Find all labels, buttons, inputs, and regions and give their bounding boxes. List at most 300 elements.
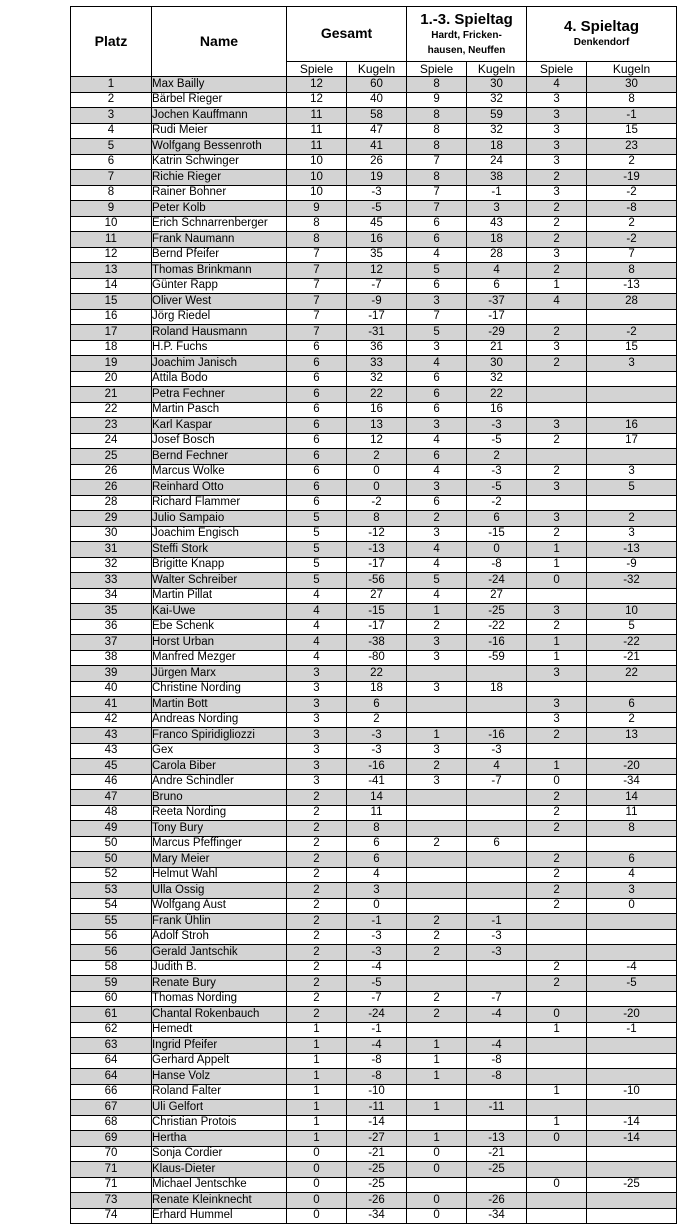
spieltag13-kugeln-cell: 30 [467, 356, 527, 372]
spieltag4-kugeln-cell: -14 [587, 1115, 677, 1131]
spieltag4-spiele-cell: 3 [527, 712, 587, 728]
name-cell: Steffi Stork [152, 542, 287, 558]
spieltag4-kugeln-cell: -20 [587, 1007, 677, 1023]
spieltag4-kugeln-cell: 0 [587, 898, 677, 914]
platz-cell: 3 [71, 108, 152, 124]
spieltag4-kugeln-cell: -9 [587, 557, 677, 573]
gesamt-kugeln-cell: 11 [347, 805, 407, 821]
table-row [71, 666, 677, 682]
table-row [71, 309, 677, 325]
platz-cell: 31 [71, 542, 152, 558]
gesamt-kugeln-cell: 16 [347, 232, 407, 248]
platz-cell: 49 [71, 821, 152, 837]
gesamt-kugeln-cell: 8 [347, 511, 407, 527]
spieltag13-kugeln-cell: -3 [467, 464, 527, 480]
spieltag4-spiele-cell: 3 [527, 480, 587, 496]
spieltag13-spiele-cell: 3 [407, 774, 467, 790]
spieltag13-kugeln-cell: 4 [467, 759, 527, 775]
spieltag13-kugeln-cell: -3 [467, 418, 527, 434]
platz-cell: 62 [71, 1022, 152, 1038]
table-row [71, 402, 677, 418]
spieltag13-spiele-cell: 0 [407, 1162, 467, 1178]
spieltag4-kugeln-cell: 13 [587, 728, 677, 744]
gesamt-spiele-cell: 4 [287, 588, 347, 604]
spieltag13-kugeln-cell: 28 [467, 247, 527, 263]
spieltag13-kugeln-cell [467, 1084, 527, 1100]
spieltag13-kugeln-cell: 18 [467, 232, 527, 248]
spieltag4-kugeln-cell: 15 [587, 340, 677, 356]
spieltag13-kugeln-cell: 32 [467, 123, 527, 139]
spieltag4-spiele-cell [527, 1038, 587, 1054]
spieltag13-kugeln-cell: -2 [467, 495, 527, 511]
spieltag13-kugeln-cell: 16 [467, 402, 527, 418]
name-cell: Hanse Volz [152, 1069, 287, 1085]
gesamt-kugeln-cell: -24 [347, 1007, 407, 1023]
name-cell: Erhard Hummel [152, 1208, 287, 1224]
platz-cell: 47 [71, 790, 152, 806]
table-row [71, 108, 677, 124]
gesamt-kugeln-cell: 40 [347, 92, 407, 108]
name-cell: Rudi Meier [152, 123, 287, 139]
platz-cell: 71 [71, 1177, 152, 1193]
name-cell: Max Bailly [152, 77, 287, 93]
table-row [71, 759, 677, 775]
spieltag4-spiele-cell [527, 387, 587, 403]
spieltag4-spiele-cell: 3 [527, 185, 587, 201]
table-row [71, 898, 677, 914]
platz-cell: 38 [71, 650, 152, 666]
gesamt-spiele-cell: 6 [287, 433, 347, 449]
spieltag4-kugeln-cell: -1 [587, 1022, 677, 1038]
spieltag4-spiele-cell: 1 [527, 542, 587, 558]
platz-cell: 28 [71, 495, 152, 511]
table-row [71, 154, 677, 170]
spieltag13-kugeln-cell [467, 867, 527, 883]
gesamt-kugeln-cell: -41 [347, 774, 407, 790]
name-cell: Erich Schnarrenberger [152, 216, 287, 232]
table-row [71, 325, 677, 341]
spieltag4-spiele-cell: 3 [527, 247, 587, 263]
spieltag4-kugeln-cell: -34 [587, 774, 677, 790]
spieltag13-kugeln-cell: 6 [467, 278, 527, 294]
gesamt-kugeln-cell: -5 [347, 976, 407, 992]
spieltag4-spiele-cell: 2 [527, 433, 587, 449]
spieltag13-spiele-cell [407, 1115, 467, 1131]
platz-cell: 52 [71, 867, 152, 883]
gesamt-kugeln-cell: -8 [347, 1053, 407, 1069]
spieltag4-kugeln-cell [587, 836, 677, 852]
gesamt-kugeln-cell: -16 [347, 759, 407, 775]
spieltag13-kugeln-cell: -4 [467, 1007, 527, 1023]
platz-cell: 2 [71, 92, 152, 108]
platz-cell: 70 [71, 1146, 152, 1162]
spieltag13-spiele-cell: 1 [407, 1100, 467, 1116]
gesamt-kugeln-cell: 22 [347, 666, 407, 682]
table-row [71, 774, 677, 790]
spieltag13-spiele-cell: 2 [407, 1007, 467, 1023]
platz-cell: 40 [71, 681, 152, 697]
table-row [71, 1162, 677, 1178]
gesamt-spiele-cell: 0 [287, 1208, 347, 1224]
spieltag4-spiele-cell: 2 [527, 216, 587, 232]
spieltag4-kugeln-cell [587, 929, 677, 945]
spieltag13-spiele-cell [407, 883, 467, 899]
spieltag13-spiele-cell: 0 [407, 1146, 467, 1162]
gesamt-spiele-cell: 3 [287, 697, 347, 713]
table-row [71, 805, 677, 821]
name-cell: Andre Schindler [152, 774, 287, 790]
gesamt-kugeln-cell: 0 [347, 898, 407, 914]
spieltag13-kugeln-cell: 6 [467, 511, 527, 527]
gesamt-spiele-cell: 12 [287, 92, 347, 108]
spieltag4-spiele-cell: 0 [527, 1177, 587, 1193]
spieltag4-spiele-cell: 0 [527, 573, 587, 589]
gesamt-kugeln-cell: 47 [347, 123, 407, 139]
table-row [71, 511, 677, 527]
spieltag13-spiele-cell: 3 [407, 526, 467, 542]
gesamt-spiele-cell: 2 [287, 945, 347, 961]
platz-cell: 56 [71, 929, 152, 945]
spieltag13-kugeln-cell: -24 [467, 573, 527, 589]
platz-cell: 53 [71, 883, 152, 899]
spieltag4-spiele-cell: 3 [527, 92, 587, 108]
gesamt-kugeln-cell: 14 [347, 790, 407, 806]
platz-cell: 41 [71, 697, 152, 713]
spieltag13-kugeln-cell: -16 [467, 635, 527, 651]
spieltag4-spiele-cell: 1 [527, 1022, 587, 1038]
name-cell: Martin Bott [152, 697, 287, 713]
spieltag13-spiele-cell [407, 1022, 467, 1038]
table-row [71, 976, 677, 992]
spieltag4-kugeln-cell: 2 [587, 712, 677, 728]
gesamt-kugeln-cell: -56 [347, 573, 407, 589]
spieltag13-spiele-cell: 3 [407, 340, 467, 356]
spieltag13-kugeln-cell: -11 [467, 1100, 527, 1116]
gesamt-spiele-cell: 6 [287, 387, 347, 403]
name-cell: Frank Ühlin [152, 914, 287, 930]
spieltag4-kugeln-cell: 28 [587, 294, 677, 310]
spieltag4-spiele-cell [527, 449, 587, 465]
gesamt-kugeln-cell: 3 [347, 883, 407, 899]
platz-cell: 19 [71, 356, 152, 372]
gesamt-spiele-cell: 1 [287, 1038, 347, 1054]
spieltag13-kugeln-cell: -29 [467, 325, 527, 341]
spieltag13-spiele-cell: 2 [407, 511, 467, 527]
gesamt-kugeln-cell: -1 [347, 914, 407, 930]
platz-cell: 64 [71, 1053, 152, 1069]
name-cell: Franco Spiridigliozzi [152, 728, 287, 744]
spieltag4-spiele-cell [527, 991, 587, 1007]
gesamt-kugeln-cell: 12 [347, 263, 407, 279]
spieltag13-kugeln-cell: 27 [467, 588, 527, 604]
table-row [71, 557, 677, 573]
spieltag13-kugeln-cell: -3 [467, 945, 527, 961]
name-cell: Attila Bodo [152, 371, 287, 387]
spieltag4-kugeln-cell: -14 [587, 1131, 677, 1147]
spieltag13-spiele-cell [407, 898, 467, 914]
gesamt-spiele-cell: 7 [287, 263, 347, 279]
platz-cell: 37 [71, 635, 152, 651]
name-cell: Renate Bury [152, 976, 287, 992]
ranking-table [70, 6, 677, 1224]
gesamt-spiele-cell: 0 [287, 1146, 347, 1162]
platz-cell: 15 [71, 294, 152, 310]
spieltag13-kugeln-cell: -13 [467, 1131, 527, 1147]
platz-cell: 26 [71, 480, 152, 496]
table-row [71, 139, 677, 155]
platz-cell: 26 [71, 464, 152, 480]
spieltag4-spiele-cell [527, 1193, 587, 1209]
table-row [71, 914, 677, 930]
spieltag4-kugeln-cell: 3 [587, 356, 677, 372]
gesamt-kugeln-cell: -17 [347, 619, 407, 635]
spieltag13-spiele-cell: 8 [407, 77, 467, 93]
spieltag13-kugeln-cell [467, 666, 527, 682]
table-row [71, 960, 677, 976]
table-row [71, 790, 677, 806]
spieltag4-kugeln-cell: -8 [587, 201, 677, 217]
spieltag13-kugeln-cell: -17 [467, 309, 527, 325]
spieltag13-spiele-cell: 6 [407, 402, 467, 418]
spieltag4-spiele-cell: 0 [527, 1131, 587, 1147]
spieltag4-spiele-cell: 2 [527, 883, 587, 899]
table-row [71, 1053, 677, 1069]
spieltag4-kugeln-cell [587, 495, 677, 511]
platz-cell: 46 [71, 774, 152, 790]
spieltag4-kugeln-cell: 23 [587, 139, 677, 155]
spieltag4-spiele-cell [527, 929, 587, 945]
spieltag13-kugeln-cell [467, 883, 527, 899]
gesamt-kugeln-cell: -25 [347, 1177, 407, 1193]
spieltag13-kugeln-cell: -8 [467, 1053, 527, 1069]
gesamt-kugeln-cell: 27 [347, 588, 407, 604]
gesamt-spiele-cell: 10 [287, 170, 347, 186]
spieltag13-spiele-cell: 6 [407, 387, 467, 403]
gesamt-kugeln-cell: -27 [347, 1131, 407, 1147]
spieltag13-kugeln-cell: -3 [467, 743, 527, 759]
name-cell: Chantal Rokenbauch [152, 1007, 287, 1023]
spieltag13-kugeln-cell: 59 [467, 108, 527, 124]
spieltag13-kugeln-cell: -16 [467, 728, 527, 744]
table-row [71, 945, 677, 961]
spieltag4-kugeln-cell: -32 [587, 573, 677, 589]
table-row [71, 712, 677, 728]
spieltag13-kugeln-cell: -34 [467, 1208, 527, 1224]
gesamt-spiele-cell: 6 [287, 418, 347, 434]
spieltag4-kugeln-cell: 3 [587, 464, 677, 480]
spieltag13-spiele-cell: 4 [407, 542, 467, 558]
platz-cell: 63 [71, 1038, 152, 1054]
spieltag13-spiele-cell: 1 [407, 1069, 467, 1085]
gesamt-spiele-cell: 2 [287, 929, 347, 945]
table-row [71, 650, 677, 666]
spieltag13-spiele-cell: 7 [407, 201, 467, 217]
gesamt-kugeln-cell: 0 [347, 480, 407, 496]
gesamt-spiele-cell: 2 [287, 852, 347, 868]
spieltag4-spiele-cell: 3 [527, 418, 587, 434]
spieltag13-kugeln-cell: -5 [467, 480, 527, 496]
gesamt-kugeln-cell: 32 [347, 371, 407, 387]
gesamt-spiele-cell: 1 [287, 1084, 347, 1100]
spieltag4-spiele-cell [527, 836, 587, 852]
spieltag13-spiele-cell: 4 [407, 464, 467, 480]
gesamt-kugeln-cell: 60 [347, 77, 407, 93]
name-cell: Martin Pillat [152, 588, 287, 604]
spieltag13-spiele-cell: 2 [407, 836, 467, 852]
gesamt-spiele-cell: 9 [287, 201, 347, 217]
spieltag13-kugeln-cell [467, 1177, 527, 1193]
gesamt-spiele-cell: 7 [287, 309, 347, 325]
table-row [71, 588, 677, 604]
spieltag4-kugeln-cell: -13 [587, 542, 677, 558]
table-row [71, 232, 677, 248]
name-cell: Petra Fechner [152, 387, 287, 403]
table-row [71, 821, 677, 837]
spieltag4-kugeln-cell: -2 [587, 232, 677, 248]
name-cell: Helmut Wahl [152, 867, 287, 883]
spieltag13-spiele-cell [407, 960, 467, 976]
header-4-kugeln: Kugeln [587, 62, 677, 77]
gesamt-kugeln-cell: -3 [347, 728, 407, 744]
spieltag4-kugeln-cell: -5 [587, 976, 677, 992]
spieltag13-kugeln-cell: 32 [467, 92, 527, 108]
spieltag4-kugeln-cell: 30 [587, 77, 677, 93]
name-cell: Joachim Janisch [152, 356, 287, 372]
spieltag4-spiele-cell: 2 [527, 232, 587, 248]
table-row [71, 418, 677, 434]
gesamt-kugeln-cell: -25 [347, 1162, 407, 1178]
spieltag4-spiele-cell: 3 [527, 139, 587, 155]
table-row [71, 123, 677, 139]
gesamt-spiele-cell: 2 [287, 883, 347, 899]
spieltag13-spiele-cell: 1 [407, 1131, 467, 1147]
gesamt-kugeln-cell: 33 [347, 356, 407, 372]
table-row [71, 836, 677, 852]
spieltag13-spiele-cell [407, 712, 467, 728]
gesamt-spiele-cell: 2 [287, 790, 347, 806]
platz-cell: 36 [71, 619, 152, 635]
spieltag13-spiele-cell: 8 [407, 170, 467, 186]
gesamt-spiele-cell: 11 [287, 139, 347, 155]
gesamt-kugeln-cell: -4 [347, 1038, 407, 1054]
spieltag4-spiele-cell: 2 [527, 170, 587, 186]
gesamt-kugeln-cell: 8 [347, 821, 407, 837]
spieltag13-spiele-cell: 3 [407, 635, 467, 651]
gesamt-kugeln-cell: -13 [347, 542, 407, 558]
name-cell: Thomas Nording [152, 991, 287, 1007]
gesamt-spiele-cell: 12 [287, 77, 347, 93]
spieltag4-kugeln-cell [587, 991, 677, 1007]
spieltag4-spiele-cell: 1 [527, 759, 587, 775]
spieltag13-kugeln-cell: -25 [467, 604, 527, 620]
spieltag13-spiele-cell: 1 [407, 1053, 467, 1069]
spieltag4-kugeln-cell: 16 [587, 418, 677, 434]
gesamt-spiele-cell: 3 [287, 666, 347, 682]
table-row [71, 929, 677, 945]
gesamt-kugeln-cell: -3 [347, 929, 407, 945]
spieltag4-kugeln-cell [587, 945, 677, 961]
spieltag13-kugeln-cell: 2 [467, 449, 527, 465]
table-row [71, 1084, 677, 1100]
spieltag13-spiele-cell: 6 [407, 371, 467, 387]
gesamt-spiele-cell: 3 [287, 712, 347, 728]
spieltag13-spiele-cell [407, 1084, 467, 1100]
gesamt-kugeln-cell: -1 [347, 1022, 407, 1038]
table-row [71, 278, 677, 294]
spieltag4-spiele-cell: 2 [527, 852, 587, 868]
gesamt-spiele-cell: 5 [287, 526, 347, 542]
spieltag4-spiele-cell: 3 [527, 666, 587, 682]
table-row [71, 387, 677, 403]
table-row [71, 371, 677, 387]
spieltag13-kugeln-cell: -8 [467, 557, 527, 573]
table-row [71, 728, 677, 744]
spieltag4-kugeln-cell [587, 1208, 677, 1224]
name-cell: Joachim Engisch [152, 526, 287, 542]
spieltag13-spiele-cell: 6 [407, 232, 467, 248]
spieltag13-spiele-cell: 0 [407, 1208, 467, 1224]
gesamt-spiele-cell: 6 [287, 371, 347, 387]
spieltag4-spiele-cell [527, 1146, 587, 1162]
gesamt-kugeln-cell: -7 [347, 278, 407, 294]
gesamt-kugeln-cell: -12 [347, 526, 407, 542]
gesamt-kugeln-cell: -3 [347, 185, 407, 201]
gesamt-spiele-cell: 0 [287, 1177, 347, 1193]
spieltag13-kugeln-cell: 0 [467, 542, 527, 558]
spieltag4-spiele-cell [527, 914, 587, 930]
spieltag4-kugeln-cell [587, 402, 677, 418]
name-cell: Kai-Uwe [152, 604, 287, 620]
platz-cell: 71 [71, 1162, 152, 1178]
platz-cell: 21 [71, 387, 152, 403]
gesamt-kugeln-cell: -17 [347, 557, 407, 573]
header-row-top [71, 7, 677, 62]
spieltag13-spiele-cell [407, 805, 467, 821]
gesamt-kugeln-cell: -5 [347, 201, 407, 217]
name-cell: Walter Schreiber [152, 573, 287, 589]
header-gesamt: Gesamt [287, 7, 407, 62]
name-cell: Christian Protois [152, 1115, 287, 1131]
gesamt-spiele-cell: 6 [287, 495, 347, 511]
gesamt-spiele-cell: 3 [287, 743, 347, 759]
spieltag13-spiele-cell: 5 [407, 573, 467, 589]
header-name: Name [152, 7, 287, 77]
spieltag4-spiele-cell: 2 [527, 867, 587, 883]
spieltag13-spiele-cell [407, 790, 467, 806]
gesamt-kugeln-cell: 41 [347, 139, 407, 155]
spieltag4-kugeln-cell: -1 [587, 108, 677, 124]
table-row [71, 619, 677, 635]
platz-cell: 6 [71, 154, 152, 170]
gesamt-kugeln-cell: -11 [347, 1100, 407, 1116]
spieltag4-spiele-cell: 1 [527, 557, 587, 573]
name-cell: Martin Pasch [152, 402, 287, 418]
name-cell: Tony Bury [152, 821, 287, 837]
header-4-spiele: Spiele [527, 62, 587, 77]
gesamt-kugeln-cell: 2 [347, 712, 407, 728]
platz-cell: 12 [71, 247, 152, 263]
table-row [71, 635, 677, 651]
spieltag13-kugeln-cell: 30 [467, 77, 527, 93]
spieltag13-kugeln-cell: -8 [467, 1069, 527, 1085]
table-row [71, 433, 677, 449]
spieltag13-spiele-cell [407, 976, 467, 992]
spieltag4-spiele-cell [527, 1162, 587, 1178]
gesamt-kugeln-cell: 58 [347, 108, 407, 124]
name-cell: Richard Flammer [152, 495, 287, 511]
spieltag13-kugeln-cell: -22 [467, 619, 527, 635]
gesamt-spiele-cell: 5 [287, 511, 347, 527]
